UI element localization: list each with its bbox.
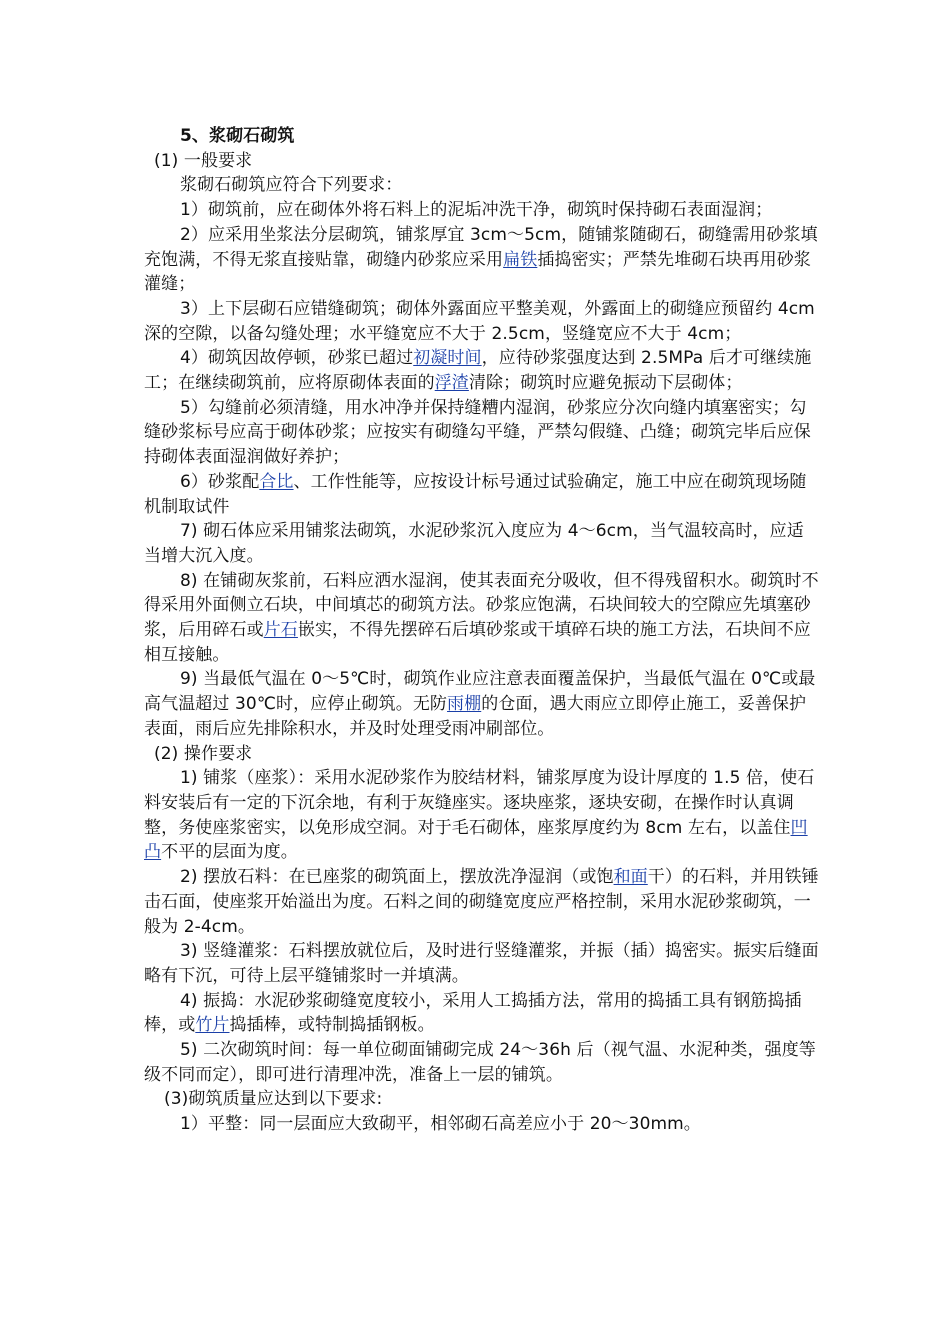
requirement-8: [144, 569, 820, 668]
subsection-heading-quality: (3)砌筑质量应达到以下要求:: [164, 1089, 383, 1110]
requirement-6-text-a: 6）砂浆配: [180, 471, 260, 492]
operation-4-text-b: 捣插棒，或特制捣插钢板。: [229, 1015, 435, 1036]
requirement-9-text-b: 的仓面，遇大雨应立即停止施工，妥善保护表面，雨后应先排除积水，并及时处理受雨冲刷部位。: [144, 694, 807, 739]
requirement-6: [144, 470, 820, 519]
section-title: 5、浆砌石砌筑: [180, 126, 295, 146]
operation-2: [144, 865, 820, 939]
link-yupeng[interactable]: 雨棚: [447, 694, 482, 715]
operation-2-text-b: 干）的石料，并用铁锤击石面，使座浆开始溢出为度。石料之间的砌缝宽度应严格控制，采用水泥砂浆砌筑，一般为 2-4cm。: [144, 867, 819, 937]
link-zhupian[interactable]: 竹片: [195, 1015, 230, 1036]
link-fuzha[interactable]: 浮渣: [434, 373, 469, 394]
link-pianshi[interactable]: 片石: [263, 620, 298, 641]
intro-paragraph: 浆砌石砌筑应符合下列要求：: [180, 175, 403, 196]
link-hebi[interactable]: 合比: [259, 471, 294, 492]
requirement-9: [144, 667, 820, 741]
requirement-4-text-c: 清除；砌筑时应避免振动下层砌体；: [468, 373, 743, 394]
operation-1-text-b: 不平的层面为度。: [161, 842, 298, 863]
requirement-2-text-b: 插捣密实；严禁先堆砌石块再用砂浆灌缝；: [144, 249, 811, 295]
requirement-3: 3）上下层砌石应错缝砌筑；砌体外露面应平整美观，外露面上的砌缝应预留约 4cm 深的空隙，以备勾缝处理；水平缝宽应不大于 2.5cm，竖缝宽应不大于 4cm；: [144, 298, 815, 344]
operation-1-text-a: 1) 铺浆（座浆）：采用水泥砂浆作为胶结材料，铺浆厚度为设计厚度的 1.5 倍，使石料安装后有一定的下沉余地，有利于灰缝座实。逐块座浆，逐块安砌，在操作时认真调整，务使座浆密实，以免形成空洞。对于毛石砌体，座浆厚度约为 8cm 左右，以盖住: [144, 768, 815, 838]
requirement-1: 1）砌筑前，应在砌体外将石料上的泥垢冲洗干净，砌筑时保持砌石表面湿润；: [180, 200, 773, 221]
requirement-7: 7) 砌石体应采用铺浆法砌筑，水泥砂浆沉入度应为 4～6cm，当气温较高时，应适当增大沉入度。: [144, 521, 804, 566]
requirement-6-text-b: 、工作性能等，应按设计标号通过试验确定，施工中应在砌筑现场随机制取试件: [144, 471, 807, 517]
requirement-4: [144, 346, 820, 395]
link-hemian[interactable]: 和面: [613, 867, 648, 888]
operation-3: 3) 竖缝灌浆：石料摆放就位后，及时进行竖缝灌浆，并振（插）捣密实。振实后缝面略有下沉，可待上层平缝铺浆时一并填满。: [144, 941, 819, 986]
link-initial-setting-time[interactable]: 初凝时间: [413, 348, 482, 369]
requirement-5: 5）勾缝前必须清缝，用水冲净并保持缝糟内湿润，砂浆应分次向缝内填塞密实；勾缝砂浆标号应高于砌体砂浆；应按实有砌缝勾平缝，严禁勾假缝、凸缝；砌筑完毕后应保持砌体表面湿润做好养护；: [144, 397, 811, 468]
requirement-4-text-b: ，应待砂浆强度达到 2.5MPa 后才可继续施工；在继续砌筑前，应将原砌体表面的: [144, 348, 812, 394]
link-aotu[interactable]: 凹凸: [144, 817, 808, 863]
operation-4: [144, 989, 820, 1038]
quality-1: 1）平整：同一层面应大致砌平，相邻砌石高差应小于 20～30mm。: [180, 1114, 701, 1135]
subsection-heading-operation: (2) 操作要求: [154, 743, 253, 764]
requirement-9-text-a: 9) 当最低气温在 0～5℃时，砌筑作业应注意表面覆盖保护，当最低气温在 0℃或最高气温超过 30℃时，应停止砌筑。无防: [144, 669, 816, 715]
requirement-8-text-b: 嵌实，不得先摆碎石后填砂浆或干填碎石块的施工方法，石块间不应相互接触。: [144, 620, 811, 665]
requirement-8-text-a: 8) 在铺砌灰浆前，石料应洒水湿润，使其表面充分吸收，但不得残留积水。砌筑时不得采用外面侧立石块，中间填芯的砌筑方法。砂浆应饱满，石块间较大的空隙应先填塞砂浆，后用碎石或: [144, 570, 819, 641]
operation-4-text-a: 4) 振捣：水泥砂浆砌缝宽度较小，采用人工捣插方法，常用的捣插工具有钢筋捣插棒，或: [144, 990, 802, 1036]
operation-5: 5) 二次砌筑时间：每一单位砌面铺砌完成 24～36h 后（视气温、水泥种类，强度等级不同而定），即可进行清理冲洗，准备上一层的铺筑。: [144, 1040, 816, 1085]
operation-1: [144, 766, 820, 865]
requirement-2-text-a: 2）应采用坐浆法分层砌筑，铺浆厚宜 3cm～5cm，随铺浆随砌石，砌缝需用砂浆填充饱满，不得无浆直接贴靠，砌缝内砂浆应采用: [144, 224, 818, 270]
subsection-heading-general: (1) 一般要求: [154, 150, 253, 171]
link-bianti[interactable]: 扁铁: [503, 249, 538, 270]
requirement-2: [144, 223, 820, 297]
requirement-4-text-a: 4）砌筑因故停顿，砂浆已超过: [180, 348, 414, 369]
operation-2-text-a: 2) 摆放石料：在已座浆的砌筑面上，摆放洗净湿润（或饱: [180, 867, 614, 888]
document-body: [144, 124, 820, 1137]
